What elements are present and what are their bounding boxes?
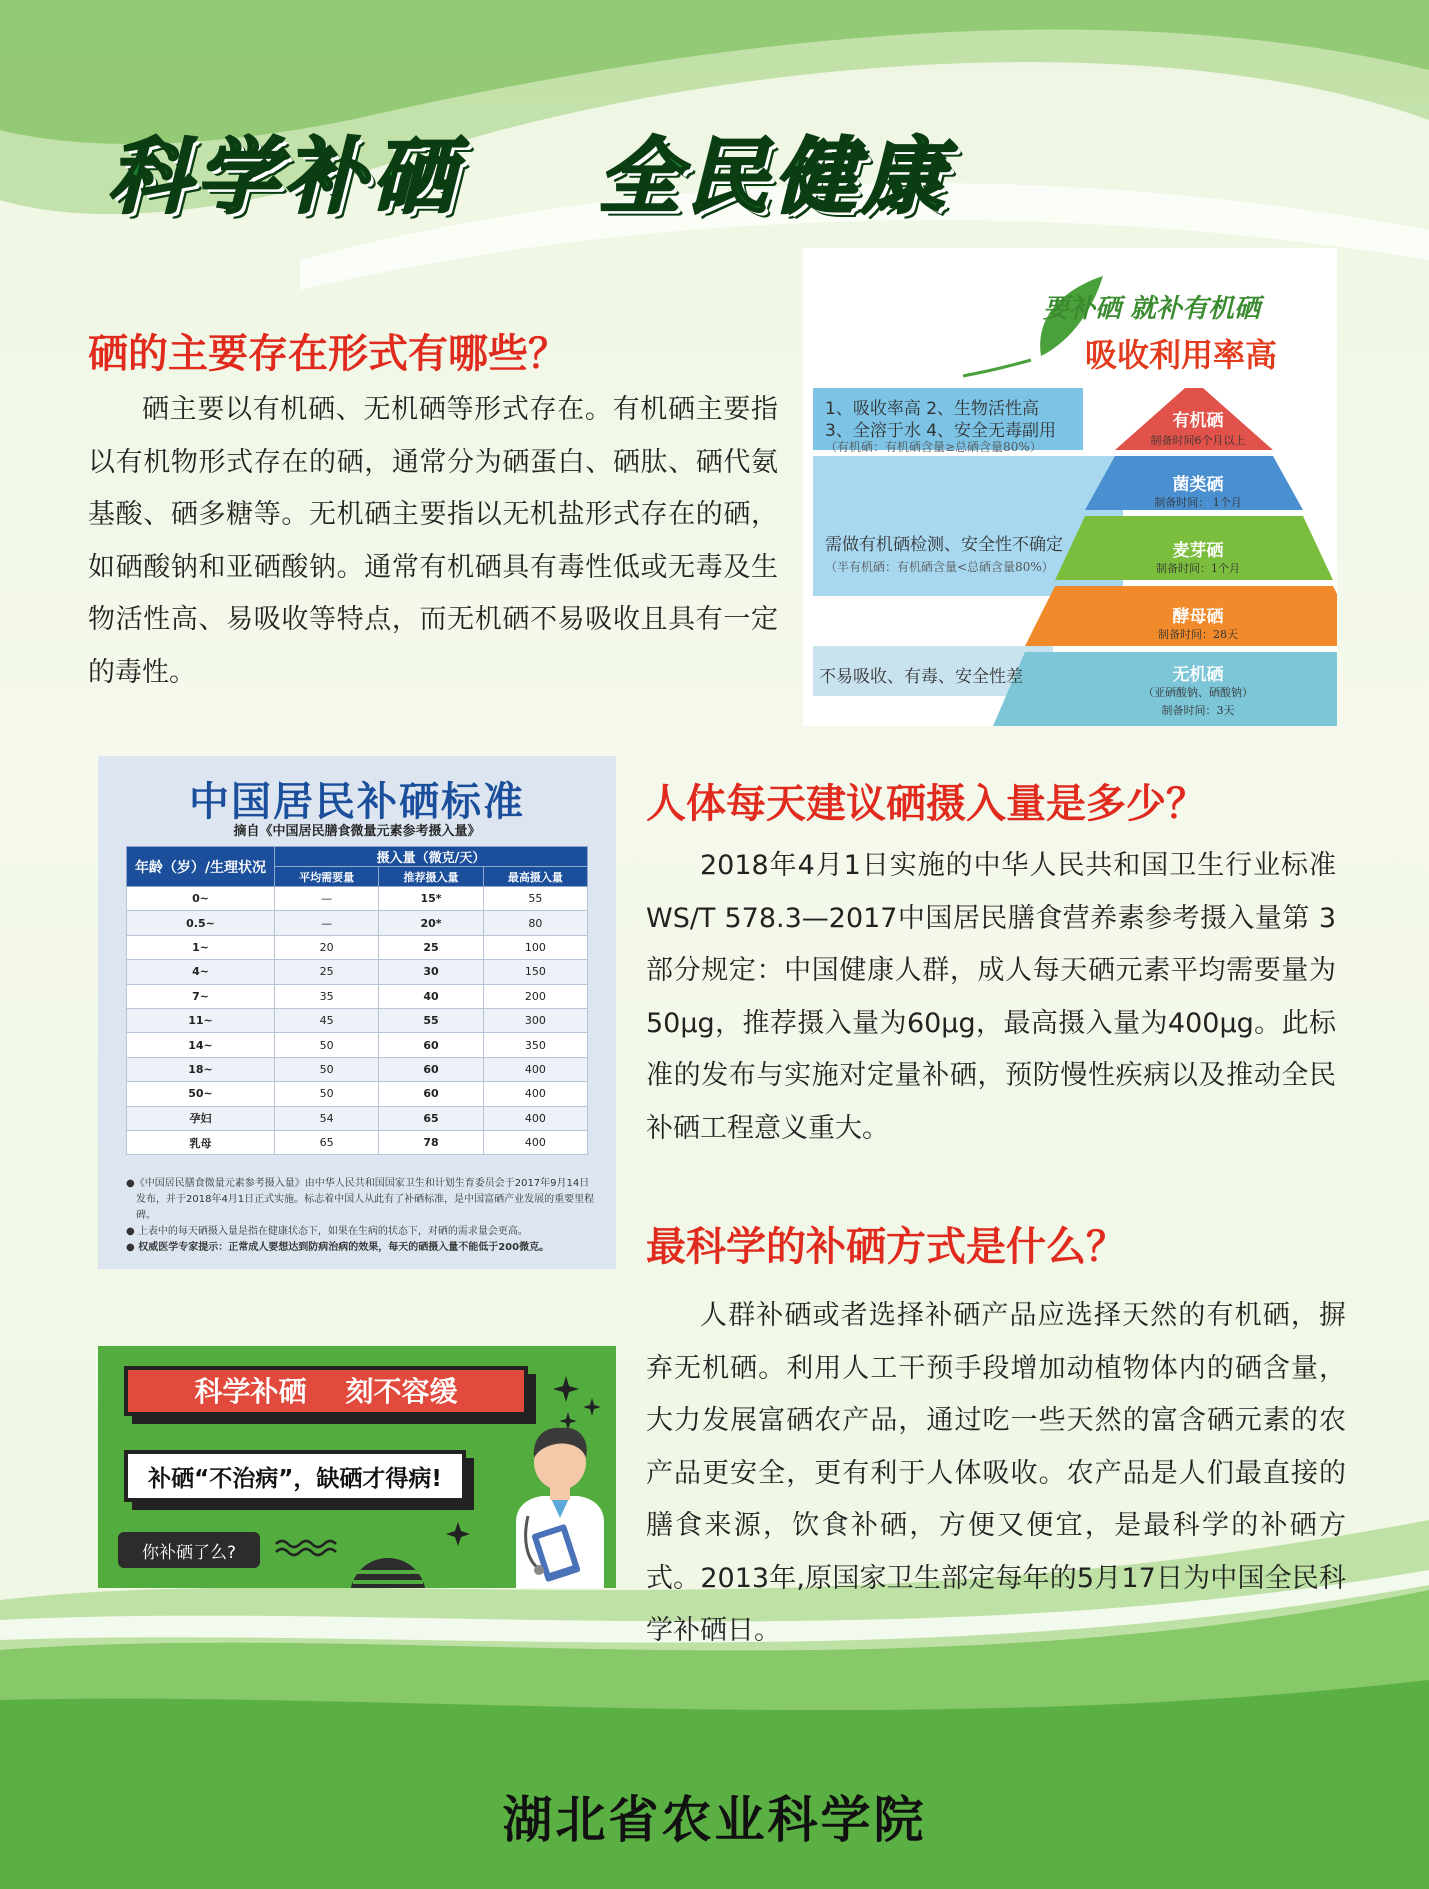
table-cell: 4~ — [127, 960, 275, 984]
table-cell: 60 — [379, 1057, 483, 1081]
table-cell: 50 — [275, 1057, 379, 1081]
table-cell: 400 — [483, 1082, 587, 1106]
level-time-yeast: 制备时间：28天 — [1158, 628, 1238, 641]
table-cell: 35 — [275, 984, 379, 1008]
table-cell: 25 — [275, 960, 379, 984]
table-cell: 1~ — [127, 935, 275, 959]
table-cell: 11~ — [127, 1008, 275, 1032]
table-cell: 乳母 — [127, 1130, 275, 1154]
table-cell: 50 — [275, 1033, 379, 1057]
section3-title: 最科学的补硒方式是什么？ — [646, 1224, 1126, 1270]
pyramid-slogan-2: 吸收利用率高 — [1085, 336, 1278, 374]
section3-body: 人群补硒或者选择补硒产品应选择天然的有机硒，摒弃无机硒。利用人工干预手段增加动植物体内的硒含量，大力发展富硒农产品，通过吃一些天然的富含硒元素的农产品更安全，更有利于人体吸收。农产品是人们最直接的膳食来源，饮食补硒，方便又便宜，是最科学的补硒方式。2013年,原国家卫生部定每年的5月17日为中国全民科学补硒日。 — [646, 1300, 1346, 1646]
banner-white-text: 补硒“不治病”，缺硒才得病! — [148, 1466, 442, 1492]
organic-note: （有机硒：有机硒含量≥总硒含量80%） — [825, 440, 1042, 454]
level-time-malt: 制备时间：1个月 — [1156, 562, 1240, 575]
doctor-illustration — [516, 1428, 604, 1588]
section1-title: 硒的主要存在形式有哪些？ — [88, 331, 568, 377]
table-cell: 350 — [483, 1033, 587, 1057]
table-cell: 15* — [379, 887, 483, 911]
table-cell: 300 — [483, 1008, 587, 1032]
table-cell: 30 — [379, 960, 483, 984]
table-cell: 65 — [379, 1106, 483, 1130]
table-row — [127, 1130, 588, 1154]
table-cell: — — [275, 911, 379, 935]
level-time-organic: 制备时间6个月以上 — [1150, 434, 1246, 447]
semi-organic-note: （半有机硒：有机硒含量<总硒含量80%） — [825, 560, 1054, 574]
table-cell: 60 — [379, 1033, 483, 1057]
level-time-fungal: 制备时间： 1个月 — [1154, 496, 1242, 509]
table-cell: 400 — [483, 1106, 587, 1130]
banner-red-text: 科学补硒 刻不容缓 — [194, 1375, 458, 1408]
table-cell: 54 — [275, 1106, 379, 1130]
organic-selenium-pyramid — [803, 248, 1337, 726]
standard-notes — [126, 1176, 596, 1256]
header-col-rec: 推荐摄入量 — [379, 867, 483, 887]
table-cell: 60 — [379, 1082, 483, 1106]
table-cell: 150 — [483, 960, 587, 984]
table-cell: 45 — [275, 1008, 379, 1032]
standard-note: ● 上表中的每天硒摄入量是指在健康状态下，如果在生病的状态下，对硒的需求量会更高。 — [126, 1226, 528, 1237]
table-row — [127, 984, 588, 1008]
level-time-inorganic: 制备时间：3天 — [1161, 704, 1235, 717]
table-cell: 78 — [379, 1130, 483, 1154]
intake-table — [126, 846, 588, 1155]
table-cell: 65 — [275, 1130, 379, 1154]
table-row — [127, 1008, 588, 1032]
level-label-malt: 麦芽硒 — [1172, 541, 1224, 561]
table-cell: 200 — [483, 984, 587, 1008]
table-row — [127, 1033, 588, 1057]
section1-body: 硒主要以有机硒、无机硒等形式存在。有机硒主要指以有机物形式存在的硒，通常分为硒蛋白、硒肽、硒代氨基酸、硒多糖等。无机硒主要指以无机盐形式存在的硒，如硒酸钠和亚硒酸钠。通常有机硒具有毒性低或无毒及生物活性高、易吸收等特点，而无机硒不易吸收且具有一定的毒性。 — [88, 394, 778, 688]
table-row — [127, 935, 588, 959]
table-cell: 80 — [483, 911, 587, 935]
semi-organic-text: 需做有机硒检测、安全性不确定 — [825, 535, 1063, 555]
table-cell: 55 — [483, 887, 587, 911]
header-group: 摄入量（微克/天） — [275, 847, 588, 867]
table-cell: 7~ — [127, 984, 275, 1008]
section2-body: 2018年4月1日实施的中华人民共和国卫生行业标准WS/T 578.3—2017中国居民膳食营养素参考摄入量第 3部分规定：中国健康人群，成人每天硒元素平均需要量为50μg，推荐摄入量为60μg，最高摄入量为400μg。此标准的发布与实施对定量补硒，预防慢性疾病以及推动全民补硒工程意义重大。 — [646, 850, 1336, 1144]
level-label-inorganic: 无机硒 — [1172, 665, 1224, 685]
header-col-avg: 平均需要量 — [275, 867, 379, 887]
table-cell: 20 — [275, 935, 379, 959]
table-cell: 400 — [483, 1057, 587, 1081]
level-label-yeast: 酵母硒 — [1172, 607, 1224, 627]
selenium-standard-panel — [98, 756, 616, 1269]
header-age: 年龄（岁）/生理状况 — [127, 847, 275, 887]
standard-note: ●《中国居民膳食微量元素参考摄入量》由中华人民共和国国家卫生和计划生育委员会于2017年9月14日发布，并于2018年4月1日正式实施。标志着中国人从此有了补硒标准，是中国富硒产业发展的重要里程碑。 — [126, 1178, 595, 1221]
standard-subtitle: 摘自《中国居民膳食微量元素参考摄入量》 — [233, 824, 481, 839]
level-detail-inorganic: （亚硒酸钠、硒酸钠） — [1143, 686, 1253, 699]
organic-props-line2: 3、全溶于水 4、安全无毒副用 — [825, 421, 1057, 441]
table-row — [127, 1082, 588, 1106]
table-row — [127, 1106, 588, 1130]
table-cell: 25 — [379, 935, 483, 959]
table-cell: 55 — [379, 1008, 483, 1032]
table-cell: 0~ — [127, 887, 275, 911]
header-col-max: 最高摄入量 — [483, 867, 587, 887]
table-row — [127, 1057, 588, 1081]
level-label-fungal: 菌类硒 — [1172, 475, 1224, 495]
table-cell: 14~ — [127, 1033, 275, 1057]
table-cell: 40 — [379, 984, 483, 1008]
promo-banner — [98, 1346, 616, 1588]
table-cell: 18~ — [127, 1057, 275, 1081]
standard-title: 中国居民补硒标准 — [189, 779, 525, 825]
inorganic-text: 不易吸收、有毒、安全性差 — [819, 667, 1023, 687]
standard-note: ● 权威医学专家提示：正常成人要想达到防病治病的效果，每天的硒摄入量不能低于200微克。 — [126, 1242, 550, 1253]
level-label-organic: 有机硒 — [1172, 411, 1224, 431]
organic-props-line1: 1、吸收率高 2、生物活性高 — [825, 399, 1040, 419]
pyramid-slogan-1: 要补硒 就补有机硒 — [1043, 294, 1261, 324]
table-row — [127, 960, 588, 984]
banner-dark-text: 你补硒了么? — [141, 1543, 237, 1563]
table-cell: 0.5~ — [127, 911, 275, 935]
table-row — [127, 911, 588, 935]
table-cell: — — [275, 887, 379, 911]
table-cell: 400 — [483, 1130, 587, 1154]
table-cell: 20* — [379, 911, 483, 935]
main-title: 科学补硒 全民健康 — [108, 130, 951, 225]
table-cell: 孕妇 — [127, 1106, 275, 1130]
section2-title: 人体每天建议硒摄入量是多少？ — [646, 781, 1206, 827]
table-cell: 100 — [483, 935, 587, 959]
table-row — [127, 887, 588, 911]
footer-organization: 湖北省农业科学院 — [502, 1791, 927, 1849]
table-cell: 50~ — [127, 1082, 275, 1106]
table-cell: 50 — [275, 1082, 379, 1106]
